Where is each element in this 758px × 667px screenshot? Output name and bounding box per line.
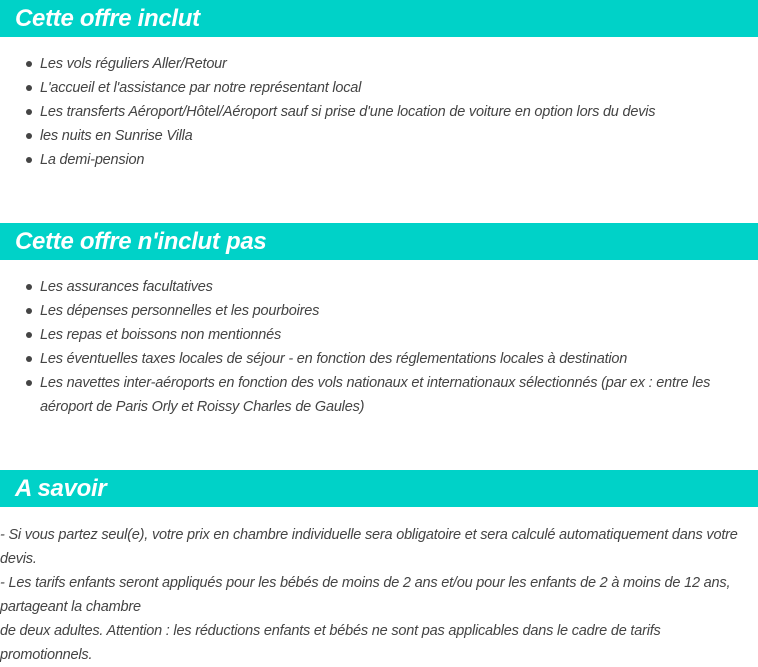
section-title-not-included: Cette offre n'inclut pas xyxy=(15,228,267,255)
list-item xyxy=(0,371,758,419)
list-item-text: Les repas et boissons non mentionnés xyxy=(40,327,282,343)
to-know-body xyxy=(0,523,758,667)
list-item-text: Les vols réguliers Aller/Retour xyxy=(40,56,227,72)
bullet-icon xyxy=(26,109,32,115)
list-item-text: Les dépenses personnelles et les pourboires xyxy=(40,303,320,319)
list-item-text: La demi-pension xyxy=(40,152,145,168)
info-paragraph: de deux adultes. Attention : les réductions enfants et bébés ne sont pas applicables dans le cadre de tarifs promotionnels. xyxy=(0,623,661,663)
list-item xyxy=(0,124,758,148)
bullet-icon xyxy=(26,85,32,91)
list-item-text: Les transferts Aéroport/Hôtel/Aéroport sauf si prise d'une location de voiture en option lors du devis xyxy=(40,104,656,120)
list-item xyxy=(0,76,758,100)
bullet-icon xyxy=(26,332,32,338)
bullet-icon xyxy=(26,133,32,139)
list-item-text: Les navettes inter-aéroports en fonction des vols nationaux et internationaux sélectionnés (par ex : entre les aéroport de Paris Orly et Roissy Charles de Gaules) xyxy=(40,375,711,415)
list-item xyxy=(0,148,758,172)
list-item-text: Les assurances facultatives xyxy=(40,279,213,295)
section-title-included: Cette offre inclut xyxy=(15,5,200,32)
bullet-icon xyxy=(26,356,32,362)
section-title-to-know: A savoir xyxy=(15,475,107,502)
list-item-text: L'accueil et l'assistance par notre représentant local xyxy=(40,80,362,96)
list-item xyxy=(0,323,758,347)
section-header-to-know xyxy=(0,470,758,507)
not-included-list xyxy=(0,275,758,419)
bullet-icon xyxy=(26,157,32,163)
bullet-icon xyxy=(26,380,32,386)
list-item xyxy=(0,347,758,371)
bullet-icon xyxy=(26,61,32,67)
section-header-not-included xyxy=(0,223,758,260)
info-paragraph: - Les tarifs enfants seront appliqués pour les bébés de moins de 2 ans et/ou pour les enfants de 2 à moins de 12 ans, partageant la chambre xyxy=(0,575,731,615)
list-item xyxy=(0,275,758,299)
list-item-text: les nuits en Sunrise Villa xyxy=(40,128,193,144)
included-list xyxy=(0,52,758,172)
list-item xyxy=(0,100,758,124)
bullet-icon xyxy=(26,284,32,290)
list-item-text: Les éventuelles taxes locales de séjour - en fonction des réglementations locales à destination xyxy=(40,351,628,367)
list-item xyxy=(0,299,758,323)
info-paragraph: - Si vous partez seul(e), votre prix en chambre individuelle sera obligatoire et sera calculé automatiquement dans votre devis. xyxy=(0,527,738,567)
list-item xyxy=(0,52,758,76)
section-header-included xyxy=(0,0,758,37)
bullet-icon xyxy=(26,308,32,314)
